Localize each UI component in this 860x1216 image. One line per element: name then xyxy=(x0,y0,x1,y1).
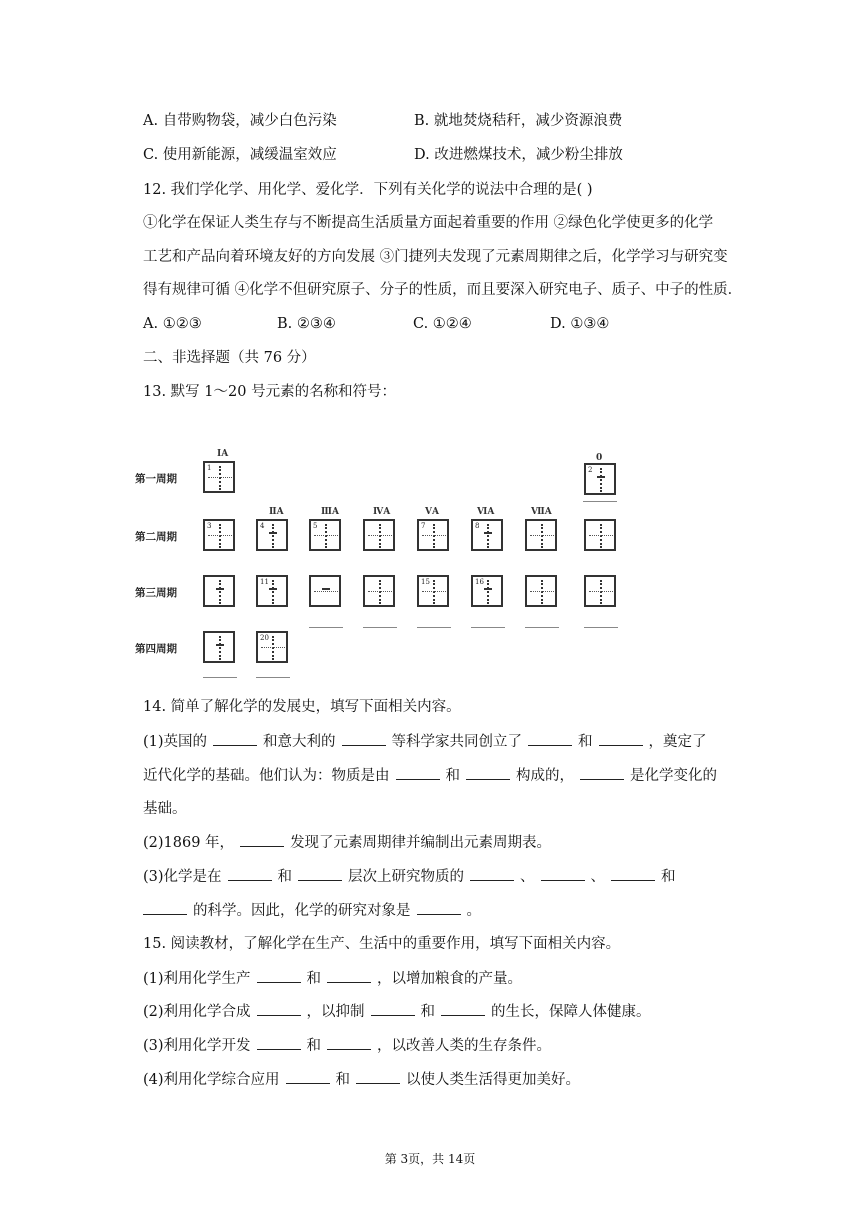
blank[interactable] xyxy=(327,968,371,983)
group-label-2a: ⅡA xyxy=(269,507,284,517)
blank[interactable] xyxy=(213,731,257,746)
q12-option-b: B. ②③④ xyxy=(277,316,336,332)
element-cell-11 xyxy=(203,575,235,607)
element-cell-7: 7 xyxy=(417,519,449,551)
element-cell-9 xyxy=(525,519,557,551)
q12-option-a: A. ①②③ xyxy=(143,316,202,332)
element-cell-13 xyxy=(309,575,341,607)
q11-option-b: B. 就地焚烧秸秆，减少资源浪费 xyxy=(414,113,623,129)
element-cell-5: 5 xyxy=(309,519,341,551)
blank[interactable] xyxy=(441,1001,485,1016)
blank[interactable] xyxy=(417,900,461,915)
q12-stem: 12. 我们学化学、用化学、爱化学．下列有关化学的说法中合理的是( ) xyxy=(143,182,593,198)
q11-option-d: D. 改进燃煤技术，减少粉尘排放 xyxy=(414,147,623,163)
q14-part2: (2)1869 年， 发现了元素周期律并编制出元素周期表。 xyxy=(143,832,551,853)
q15-part1: (1)利用化学生产 和 ，以增加粮食的产量。 xyxy=(143,968,522,989)
q12-option-d: D. ①③④ xyxy=(550,316,610,332)
q14-part3-line1: (3)化学是在 和 层次上研究物质的 、 、 和 xyxy=(143,866,676,887)
blank[interactable] xyxy=(396,765,440,780)
q12-statement-line1: ①化学在保证人类生存与不断提高生活质量方面起着重要的作用 ②绿色化学使更多的化学 xyxy=(143,215,714,231)
blank[interactable] xyxy=(228,866,272,881)
element-cell-1: 1 xyxy=(203,461,235,493)
blank[interactable] xyxy=(342,731,386,746)
blank[interactable] xyxy=(286,1069,330,1084)
q14-stem: 14. 简单了解化学的发展史，填写下面相关内容。 xyxy=(143,699,461,715)
q15-part2: (2)利用化学合成 ，以抑制 和 的生长，保障人体健康。 xyxy=(143,1001,651,1022)
q14-part1-line3: 基础。 xyxy=(143,801,187,817)
element-cell-10 xyxy=(584,519,616,551)
q15-stem: 15. 阅读教材，了解化学在生产、生活中的重要作用，填写下面相关内容。 xyxy=(143,936,621,952)
blank[interactable] xyxy=(257,968,301,983)
q12-option-c: C. ①②④ xyxy=(413,316,472,332)
blank[interactable] xyxy=(356,1069,400,1084)
element-cell-4: 4 xyxy=(256,519,288,551)
blank[interactable] xyxy=(327,1035,371,1050)
element-cell-20: 20 xyxy=(256,631,288,663)
group-label-3a: ⅢA xyxy=(321,507,339,517)
q15-part3: (3)利用化学开发 和 ，以改善人类的生存条件。 xyxy=(143,1035,551,1056)
q14-part3-line2: 的科学。因此，化学的研究对象是 。 xyxy=(143,900,481,921)
blank[interactable] xyxy=(298,866,342,881)
element-cell-14 xyxy=(363,575,395,607)
q12-statement-line2: 工艺和产品向着环境友好的方向发展 ③门捷列夫发现了元素周期律之后，化学学习与研究变 xyxy=(143,249,728,265)
q14-part1-line1: (1)英国的 和意大利的 等科学家共同创立了 和 ，奠定了 xyxy=(143,731,707,752)
group-label-6a: ⅥA xyxy=(477,507,495,517)
blank[interactable] xyxy=(240,832,284,847)
element-cell-16: 16 xyxy=(471,575,503,607)
q11-option-c: C. 使用新能源，减缓温室效应 xyxy=(143,147,337,163)
periodic-table-figure xyxy=(135,445,620,685)
q13-stem: 13. 默写 1～20 号元素的名称和符号： xyxy=(143,384,397,400)
group-label-0: 0 xyxy=(596,453,603,463)
element-cell-12: 11 xyxy=(256,575,288,607)
blank[interactable] xyxy=(599,731,643,746)
blank[interactable] xyxy=(611,866,655,881)
group-label-5a: ⅤA xyxy=(425,507,439,517)
period-label-3: 第三周期 xyxy=(135,587,177,599)
page-footer: 第 3页，共 14页 xyxy=(384,1152,476,1166)
element-cell-3: 3 xyxy=(203,519,235,551)
element-cell-19 xyxy=(203,631,235,663)
group-label-7a: ⅦA xyxy=(531,507,552,517)
blank[interactable] xyxy=(580,765,624,780)
blank[interactable] xyxy=(466,765,510,780)
element-cell-15: 15 xyxy=(417,575,449,607)
group-label-1a: ⅠA xyxy=(217,449,229,459)
q15-part4: (4)利用化学综合应用 和 以使人类生活得更加美好。 xyxy=(143,1069,580,1090)
blank[interactable] xyxy=(528,731,572,746)
element-cell-8: 8 xyxy=(471,519,503,551)
group-label-4a: ⅣA xyxy=(373,507,391,517)
element-cell-17 xyxy=(525,575,557,607)
element-cell-18 xyxy=(584,575,616,607)
q11-option-a: A. 自带购物袋，减少白色污染 xyxy=(143,113,337,129)
element-cell-6 xyxy=(363,519,395,551)
blank[interactable] xyxy=(371,1001,415,1016)
period-label-1: 第一周期 xyxy=(135,473,177,485)
q14-part1-line2: 近代化学的基础。他们认为：物质是由 和 构成的， 是化学变化的 xyxy=(143,765,717,786)
section-heading: 二、非选择题（共 76 分） xyxy=(143,350,316,366)
blank[interactable] xyxy=(470,866,514,881)
blank[interactable] xyxy=(143,900,187,915)
blank[interactable] xyxy=(541,866,585,881)
element-cell-2: 2 xyxy=(584,463,616,495)
period-label-2: 第二周期 xyxy=(135,531,177,543)
period-label-4: 第四周期 xyxy=(135,643,177,655)
blank[interactable] xyxy=(257,1001,301,1016)
blank[interactable] xyxy=(257,1035,301,1050)
q12-statement-line3: 得有规律可循 ④化学不但研究原子、分子的性质，而且要深入研究电子、质子、中子的性质． xyxy=(143,282,743,298)
